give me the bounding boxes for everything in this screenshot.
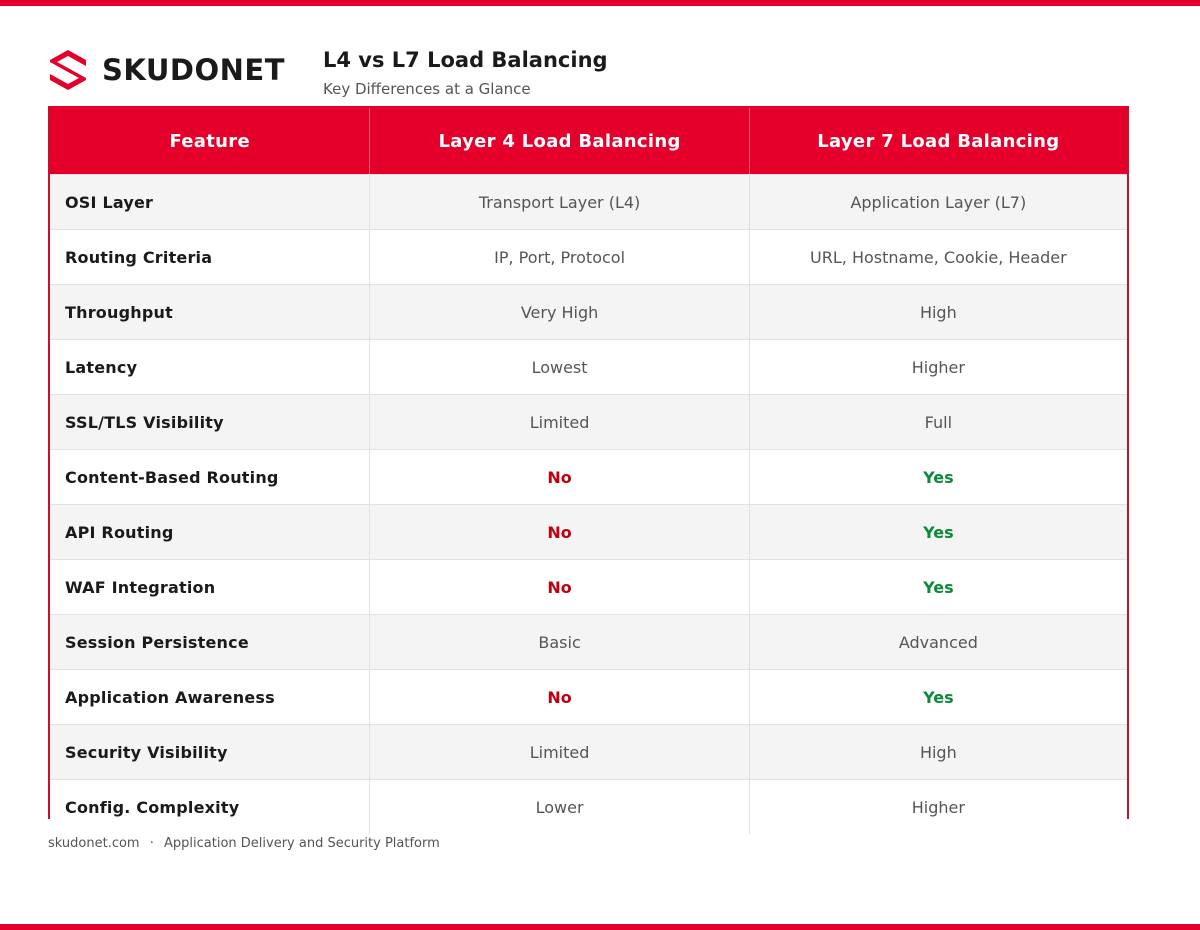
table-row [50, 614, 1127, 669]
layer7-cell: Advanced [749, 615, 1127, 669]
footer-site: skudonet.com [48, 836, 140, 851]
layer4-cell: Limited [369, 725, 748, 779]
layer4-cell: Lowest [369, 340, 748, 394]
layer4-cell: No [369, 670, 748, 724]
footer-separator: · [149, 836, 154, 851]
bottom-accent-bar [0, 924, 1200, 930]
layer4-cell: IP, Port, Protocol [369, 230, 748, 284]
feature-cell: Latency [65, 357, 138, 377]
brand-name: SKUDONET [102, 52, 285, 87]
column-header-layer4: Layer 4 Load Balancing [369, 108, 748, 174]
feature-cell: OSI Layer [65, 192, 154, 212]
column-header-layer7: Layer 7 Load Balancing [749, 108, 1127, 174]
layer7-cell: Yes [749, 450, 1127, 504]
table-row [50, 229, 1127, 284]
comparison-table [48, 106, 1129, 819]
layer7-cell: Yes [749, 560, 1127, 614]
feature-cell: SSL/TLS Visibility [65, 412, 224, 432]
feature-cell: Config. Complexity [65, 797, 240, 817]
layer7-cell: High [749, 725, 1127, 779]
table-row [50, 669, 1127, 724]
layer7-cell: High [749, 285, 1127, 339]
table-row [50, 174, 1127, 229]
table-body [50, 174, 1127, 834]
table-row [50, 504, 1127, 559]
layer7-cell: Higher [749, 340, 1127, 394]
layer4-cell: Basic [369, 615, 748, 669]
page-title: L4 vs L7 Load Balancing [323, 48, 608, 72]
layer7-cell: Yes [749, 505, 1127, 559]
footer [48, 836, 440, 851]
table-row [50, 779, 1127, 834]
layer4-cell: No [369, 450, 748, 504]
layer7-cell: URL, Hostname, Cookie, Header [749, 230, 1127, 284]
skudonet-logo-icon [50, 50, 86, 90]
layer7-cell: Yes [749, 670, 1127, 724]
table-row [50, 559, 1127, 614]
table-header [50, 106, 1127, 174]
layer4-cell: Lower [369, 780, 748, 834]
feature-cell: Application Awareness [65, 687, 275, 707]
table-row [50, 339, 1127, 394]
feature-cell: Content-Based Routing [65, 467, 279, 487]
layer4-cell: Very High [369, 285, 748, 339]
feature-cell: WAF Integration [65, 577, 216, 597]
table-row [50, 394, 1127, 449]
table-row [50, 724, 1127, 779]
footer-tagline: Application Delivery and Security Platform [164, 836, 440, 851]
table-row [50, 449, 1127, 504]
layer4-cell: No [369, 560, 748, 614]
brand-logo [50, 49, 285, 91]
feature-cell: Routing Criteria [65, 247, 213, 267]
layer4-cell: Transport Layer (L4) [369, 175, 748, 229]
top-accent-bar [0, 0, 1200, 6]
feature-cell: API Routing [65, 522, 174, 542]
layer4-cell: Limited [369, 395, 748, 449]
layer7-cell: Application Layer (L7) [749, 175, 1127, 229]
feature-cell: Throughput [65, 302, 173, 322]
column-header-feature: Feature [169, 130, 250, 152]
layer7-cell: Full [749, 395, 1127, 449]
feature-cell: Session Persistence [65, 632, 249, 652]
page-subtitle: Key Differences at a Glance [323, 80, 531, 98]
table-row [50, 284, 1127, 339]
layer7-cell: Higher [749, 780, 1127, 834]
layer4-cell: No [369, 505, 748, 559]
feature-cell: Security Visibility [65, 742, 228, 762]
